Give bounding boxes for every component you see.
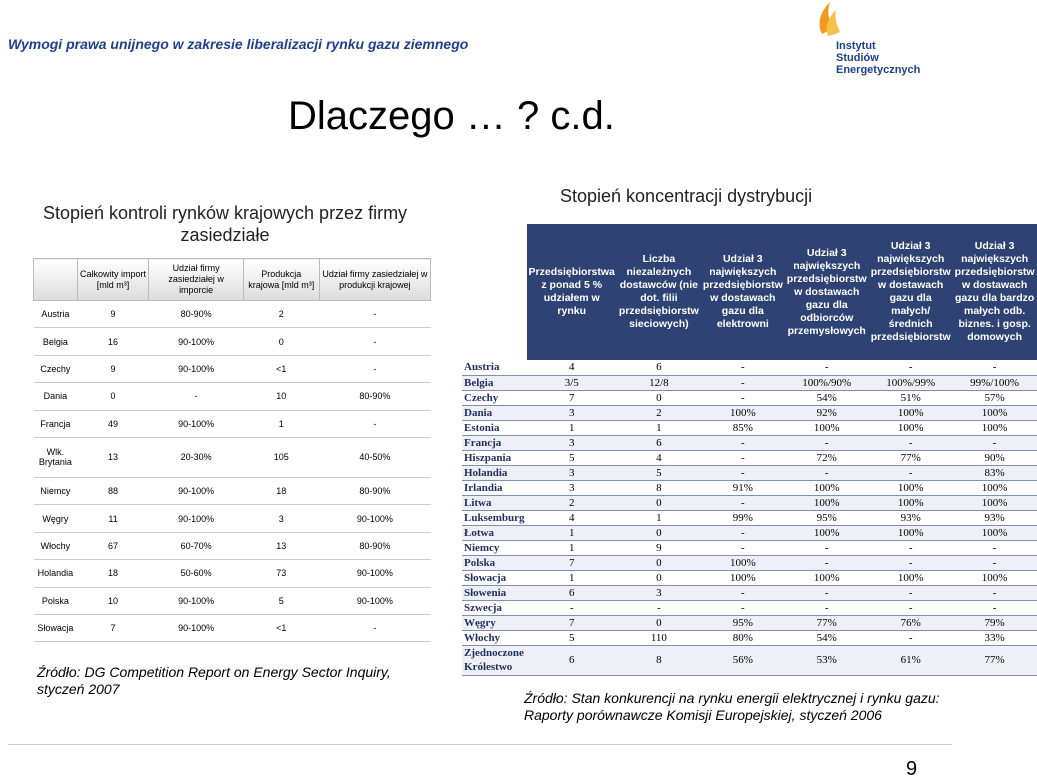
table-row [462,435,1037,450]
table-cell: Francja [34,410,78,437]
table-cell: 40-50% [319,437,430,477]
table-cell: 1 [527,570,617,585]
country-cell: Łotwa [462,525,527,540]
country-cell: Słowenia [462,585,527,600]
table-cell: 80-90% [319,477,430,504]
table-cell: 90-100% [149,505,243,532]
page-number: 9 [906,758,918,780]
table-cell: 93% [869,510,953,525]
table-row [462,360,1037,375]
table-cell: 18 [77,560,149,587]
corner-cell [462,224,527,360]
table-cell: 61% [869,645,953,675]
table-cell: 90-100% [319,560,430,587]
table-cell: 100% [869,420,953,435]
table-row [34,560,431,587]
table-cell: - [869,585,953,600]
right-source-line2: Raporty porównawcze Komisji Europejskiej, styczeń 2006 [524,707,882,723]
table-cell: - [869,465,953,480]
table-cell: 77% [953,645,1037,675]
table-row [34,355,431,382]
logo-line2: Studiów Energetycznych [836,52,921,76]
table-cell: 83% [953,465,1037,480]
table-cell: 10 [77,587,149,614]
table-row [462,450,1037,465]
table-cell: 100% [701,555,785,570]
table-cell: 90-100% [149,355,243,382]
table-cell: 100% [869,525,953,540]
logo-line1: Instytut [836,40,876,52]
table-cell: 100% [953,405,1037,420]
table-cell: 5 [617,465,701,480]
table-cell: - [701,450,785,465]
country-cell: Polska [462,555,527,570]
table-cell: Wlk. Brytania [34,437,78,477]
table-row [34,614,431,641]
incumbent-control-table [33,258,431,642]
table-row [462,510,1037,525]
table-cell: 0 [617,495,701,510]
table-row [462,375,1037,390]
table-cell: 3 [527,435,617,450]
table-cell: - [319,328,430,355]
table-cell: 90-100% [319,505,430,532]
table-row [462,525,1037,540]
table-cell: - [869,600,953,615]
table-cell: 3 [243,505,319,532]
table-row [462,420,1037,435]
table-cell: 50-60% [149,560,243,587]
col-header: Udział firmy zasiedziałej w imporcie [149,259,243,301]
table-cell: - [785,465,869,480]
table-cell: 80-90% [319,383,430,410]
table-cell: - [701,360,785,375]
table-cell: 77% [869,450,953,465]
table-cell: 90-100% [149,328,243,355]
table-cell: 100% [953,480,1037,495]
country-cell: Włochy [462,630,527,645]
table-cell: - [953,585,1037,600]
table-cell: - [785,600,869,615]
table-cell: - [701,375,785,390]
table-cell: - [869,555,953,570]
table-cell: 90-100% [149,410,243,437]
country-cell: Szwecja [462,600,527,615]
col-header: Przedsiębiorstwa z ponad 5 % udziałem w rynku [527,224,617,360]
country-cell: Luksemburg [464,511,525,524]
table-cell: 100% [701,570,785,585]
table-cell: 7 [527,390,617,405]
table-cell: 51% [869,390,953,405]
table-cell: 33% [953,630,1037,645]
table-cell: - [527,600,617,615]
table-cell: - [953,540,1037,555]
col-header: Udział 3 największych przedsiębiorstw w dostawach gazu dla odbiorców przemysłowych [785,224,869,360]
table-cell: 0 [243,328,319,355]
table-row [462,585,1037,600]
country-cell: Holandia [462,465,527,480]
table-cell: 20-30% [149,437,243,477]
table-cell: 1 [527,420,617,435]
right-source-line1: Źródło: Stan konkurencji na rynku energii elektrycznej i rynku gazu: [524,690,940,706]
table-cell: 1 [617,420,701,435]
table-cell: 9 [617,540,701,555]
table-cell: 73 [243,560,319,587]
table-cell: - [953,600,1037,615]
table-cell: - [869,540,953,555]
table-row [462,645,1037,675]
table-cell: 3/5 [527,375,617,390]
table-row [34,587,431,614]
table-cell: 100% [785,420,869,435]
table-cell: 100% [785,480,869,495]
table-cell: 10 [243,383,319,410]
table-cell: Holandia [34,560,78,587]
col-header: Udział 3 największych przedsiębiorstw w dostawach gazu dla małych/średnich przedsiębiorstw [869,224,953,360]
table-row [462,630,1037,645]
table-cell: - [785,555,869,570]
table-cell: - [869,435,953,450]
table-cell: 1 [527,525,617,540]
table-cell: 100% [785,495,869,510]
table-cell: 12/8 [617,375,701,390]
table-cell: 100% [869,405,953,420]
table-cell: 91% [701,480,785,495]
table-cell: <1 [243,355,319,382]
table-cell: 90-100% [149,614,243,641]
table-cell: 90-100% [319,587,430,614]
col-header: Udział firmy zasiedziałej w produkcji krajowej [319,259,430,301]
table-cell: - [953,435,1037,450]
table-cell: 8 [617,645,701,675]
table-cell: 5 [243,587,319,614]
table-cell: 4 [617,450,701,465]
table-cell: 0 [617,525,701,540]
left-source: Źródło: DG Competition Report on Energy Sector Inquiry, styczeń 2007 [37,664,391,697]
table-cell: 80-90% [319,532,430,559]
table-cell: 88 [77,477,149,504]
table-cell: 0 [617,570,701,585]
table-cell: - [319,355,430,382]
table-cell: 100% [953,570,1037,585]
table-cell: 100% [869,480,953,495]
table-cell: 7 [527,615,617,630]
corner-cell [34,259,78,301]
table-cell: 56% [701,645,785,675]
table-cell: 4 [527,360,617,375]
table-row [34,301,431,328]
table-cell: 95% [785,510,869,525]
table-cell: 16 [77,328,149,355]
table-cell: - [319,614,430,641]
table-cell: 110 [617,630,701,645]
table-cell: 1 [243,410,319,437]
table-cell: Dania [34,383,78,410]
table-cell: Słowacja [34,614,78,641]
header-title: Wymogi prawa unijnego w zakresie liberalizacji rynku gazu ziemnego [8,36,469,52]
table-cell: Polska [34,587,78,614]
table-cell: 13 [243,532,319,559]
table-cell: 9 [77,355,149,382]
table-cell: 100% [953,495,1037,510]
table-cell: - [701,525,785,540]
table-cell: - [953,360,1037,375]
table-cell: 90-100% [149,587,243,614]
country-cell: Niemcy [462,540,527,555]
table-cell: 3 [617,585,701,600]
table-cell: - [701,585,785,600]
table-cell: Austria [34,301,78,328]
col-header: Całkowity import [mld m³] [77,259,149,301]
table-row [462,615,1037,630]
table-row [462,495,1037,510]
table-cell: 99%/100% [953,375,1037,390]
page-title: Dlaczego … ? c.d. [288,94,615,138]
table-cell: 100% [785,570,869,585]
table-cell: - [701,540,785,555]
table-cell: 2 [527,495,617,510]
table-cell: 79% [953,615,1037,630]
table-cell: - [869,630,953,645]
table-cell: 77% [785,615,869,630]
table-cell: 5 [527,450,617,465]
col-header: Udział 3 największych przedsiębiorstw w dostawach gazu dla bardzo małych odb. biznes. i gosp. domowych [953,224,1037,360]
table-row [462,390,1037,405]
table-cell: Belgia [34,328,78,355]
table-cell: 57% [953,390,1037,405]
table-cell: - [701,600,785,615]
table-cell: 95% [701,615,785,630]
table-cell: 6 [527,585,617,600]
table-cell: 3 [527,465,617,480]
table-cell: <1 [243,614,319,641]
table-cell: Węgry [34,505,78,532]
table-cell: 90-100% [149,477,243,504]
table-cell: 100% [701,405,785,420]
table-cell: 100% [869,570,953,585]
table-row [34,410,431,437]
table-row [462,405,1037,420]
table-row [34,505,431,532]
table-row [462,465,1037,480]
country-cell: Irlandia [462,480,527,495]
table-cell: 7 [77,614,149,641]
table-cell: - [149,383,243,410]
table-cell: - [617,600,701,615]
col-header: Udział 3 największych przedsiębiorstw w dostawach gazu dla elektrowni [701,224,785,360]
table-cell: 76% [869,615,953,630]
table-cell: 100% [869,495,953,510]
table-row [462,600,1037,615]
table-row [34,383,431,410]
table-cell: - [785,435,869,450]
left-table-title: Stopień kontroli rynków krajowych przez firmy zasiedziałe [42,203,408,245]
table-cell: 5 [527,630,617,645]
country-cell: Czechy [462,390,527,405]
table-cell: Niemcy [34,477,78,504]
table-cell: 54% [785,390,869,405]
table-cell: 100% [953,525,1037,540]
table-cell: 49 [77,410,149,437]
table-row [34,532,431,559]
table-row [462,555,1037,570]
country-cell: Zjednoczone Królestwo [462,645,527,675]
table-cell: 80-90% [149,301,243,328]
table-cell: - [319,301,430,328]
table-cell: 93% [953,510,1037,525]
table-cell: 92% [785,405,869,420]
logo-text [836,40,960,76]
right-source [524,690,940,724]
table-cell: - [701,390,785,405]
table-cell: 3 [527,480,617,495]
table-cell: 53% [785,645,869,675]
table-cell: 67 [77,532,149,559]
table-cell: 0 [77,383,149,410]
table-cell: 6 [617,360,701,375]
table-cell: 85% [701,420,785,435]
table-cell: - [701,435,785,450]
table-cell: 7 [527,555,617,570]
country-cell: Litwa [462,495,527,510]
country-cell: Austria [462,360,527,375]
table-cell: 2 [617,405,701,420]
table-cell: 90% [953,450,1037,465]
table-cell: 1 [617,510,701,525]
country-cell: Belgia [462,375,527,390]
table-cell: Czechy [34,355,78,382]
table-cell: 11 [77,505,149,532]
col-header: Produkcja krajowa [mld m³] [243,259,319,301]
table-cell: 100% [953,420,1037,435]
table-row [462,570,1037,585]
table-cell: 72% [785,450,869,465]
country-cell: Dania [462,405,527,420]
table-cell: 100%/99% [869,375,953,390]
table-cell: 105 [243,437,319,477]
table-cell: 9 [77,301,149,328]
table-row [34,437,431,477]
table-cell: - [319,410,430,437]
table-row [34,328,431,355]
table-cell: 6 [527,645,617,675]
table-cell: 0 [617,555,701,570]
table-cell: 100%/90% [785,375,869,390]
table-cell: 54% [785,630,869,645]
col-header: Liczba niezależnych dostawców (nie dot. filii przedsiębiorstw sieciowych) [617,224,701,360]
table-row [462,540,1037,555]
table-row [34,477,431,504]
table-cell: 60-70% [149,532,243,559]
table-cell: 18 [243,477,319,504]
table-cell: 0 [617,615,701,630]
table-cell: - [701,495,785,510]
table-cell: 2 [243,301,319,328]
table-cell: 1 [527,540,617,555]
table-cell: 6 [617,435,701,450]
table-cell: - [785,585,869,600]
table-cell: 3 [527,405,617,420]
table-cell: - [953,555,1037,570]
country-cell: Estonia [462,420,527,435]
right-table-title: Stopień koncentracji dystrybucji [560,186,813,206]
table-cell: 13 [77,437,149,477]
country-cell: Słowacja [462,570,527,585]
table-cell: 0 [617,390,701,405]
table-cell: Włochy [34,532,78,559]
table-cell: 80% [701,630,785,645]
footer-divider [8,744,952,745]
table-cell: - [701,465,785,480]
distribution-concentration-table [462,224,1037,676]
table-cell: - [785,360,869,375]
country-cell: Hiszpania [462,450,527,465]
country-cell: Węgry [462,615,527,630]
table-cell: 99% [701,510,785,525]
table-cell: 100% [785,525,869,540]
table-cell: - [785,540,869,555]
table-row [462,480,1037,495]
table-cell: 4 [527,510,617,525]
table-cell: - [869,360,953,375]
country-cell: Francja [462,435,527,450]
table-cell: 8 [617,480,701,495]
